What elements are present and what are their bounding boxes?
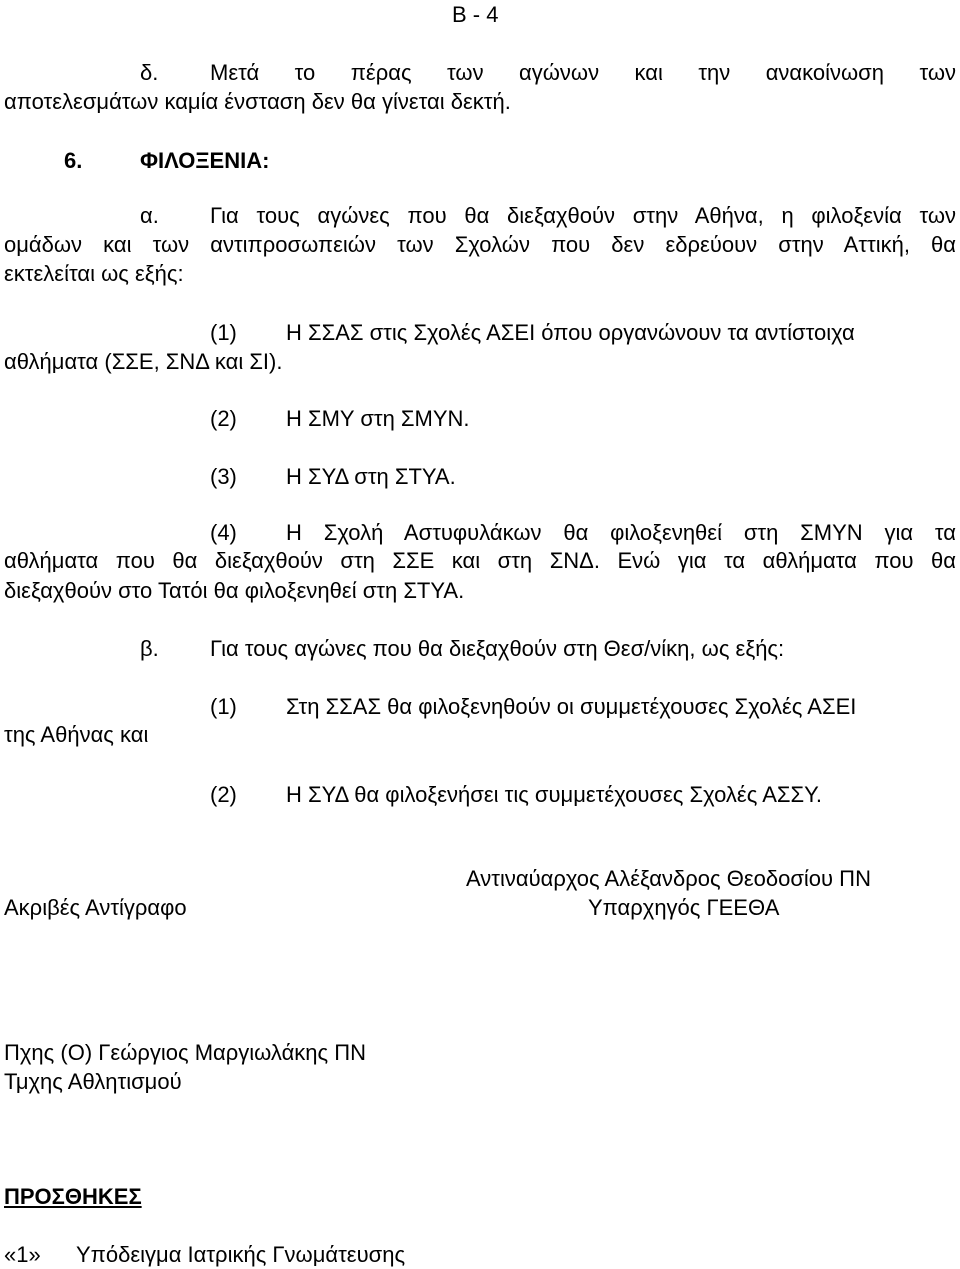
item-a4-line2-text: αθλήματα που θα διεξαχθούν στη ΣΣΕ και στη ΣΝΔ. Ενώ για τα αθλήματα που θα [4, 548, 956, 573]
true-copy-label: Ακριβές Αντίγραφο [4, 895, 187, 920]
para-b-line1: Για τους αγώνες που θα διεξαχθούν στη Θεσ/νίκη, ως εξής: [210, 636, 785, 661]
item-b1-line2: της Αθήνας και [4, 722, 149, 747]
section-6-number: 6. [64, 148, 83, 173]
item-a3-label: (3) [210, 464, 237, 489]
item-b2-line1: Η ΣΥΔ θα φιλοξενήσει τις συμμετέχουσες Σχολές ΑΣΣΥ. [286, 782, 823, 807]
item-b2-label: (2) [210, 782, 237, 807]
item-b1-label: (1) [210, 694, 237, 719]
para-d-line2: αποτελεσμάτων καμία ένσταση δεν θα γίνεται δεκτή. [4, 89, 511, 114]
item-a4-line2 [4, 548, 956, 574]
signer-title: Υπαρχηγός ΓΕΕΘΑ [588, 895, 780, 920]
section-6-title: ΦΙΛΟΞΕΝΙΑ: [140, 148, 270, 173]
item-a1-line2: αθλήματα (ΣΣΕ, ΣΝΔ και ΣΙ). [4, 349, 283, 374]
item-a1-label: (1) [210, 320, 237, 345]
annexes-heading: ΠΡΟΣΘΗΚΕΣ [4, 1184, 142, 1209]
item-a4-label: (4) [210, 520, 237, 545]
para-a-line1 [210, 203, 956, 229]
para-a-line3: εκτελείται ως εξής: [4, 261, 184, 286]
para-d-line1 [210, 60, 956, 86]
item-a3-line1: Η ΣΥΔ στη ΣΤΥΑ. [286, 464, 456, 489]
para-a-line2 [4, 232, 956, 258]
para-b-label: β. [140, 636, 159, 661]
para-a-line2-text: ομάδων και των αντιπροσωπειών των Σχολών που δεν εδρεύουν στην Αττική, θα [4, 232, 956, 257]
officer-name: Πχης (Ο) Γεώργιος Μαργιωλάκης ΠΝ [4, 1040, 367, 1065]
item-a1-line1: Η ΣΣΑΣ στις Σχολές ΑΣΕΙ όπου οργανώνουν τα αντίστοιχα [286, 320, 855, 345]
item-a2-label: (2) [210, 406, 237, 431]
officer-title: Τμχης Αθλητισμού [4, 1069, 182, 1094]
annex-1-label: «1» [4, 1242, 41, 1267]
para-a-line1-text: Για τους αγώνες που θα διεξαχθούν στην Αθήνα, η φιλοξενία των [210, 203, 956, 228]
para-a-label: α. [140, 203, 159, 228]
item-b1-line1: Στη ΣΣΑΣ θα φιλοξενηθούν οι συμμετέχουσες Σχολές ΑΣΕΙ [286, 694, 857, 719]
para-d-line1-text: Μετά το πέρας των αγώνων και την ανακοίνωση των [210, 60, 956, 85]
item-a2-line1: Η ΣΜΥ στη ΣΜΥΝ. [286, 406, 470, 431]
annex-1-text: Υπόδειγμα Ιατρικής Γνωμάτευσης [76, 1242, 406, 1267]
para-d-label: δ. [140, 60, 159, 85]
page-number: Β - 4 [452, 2, 499, 27]
item-a4-line1-text: Η Σχολή Αστυφυλάκων θα φιλοξενηθεί στη ΣΜΥΝ για τα [286, 520, 956, 545]
signer-name: Αντιναύαρχος Αλέξανδρος Θεοδοσίου ΠΝ [466, 866, 871, 891]
item-a4-line1 [286, 520, 956, 546]
item-a4-line3: διεξαχθούν στο Τατόι θα φιλοξενηθεί στη ΣΤΥΑ. [4, 578, 465, 603]
